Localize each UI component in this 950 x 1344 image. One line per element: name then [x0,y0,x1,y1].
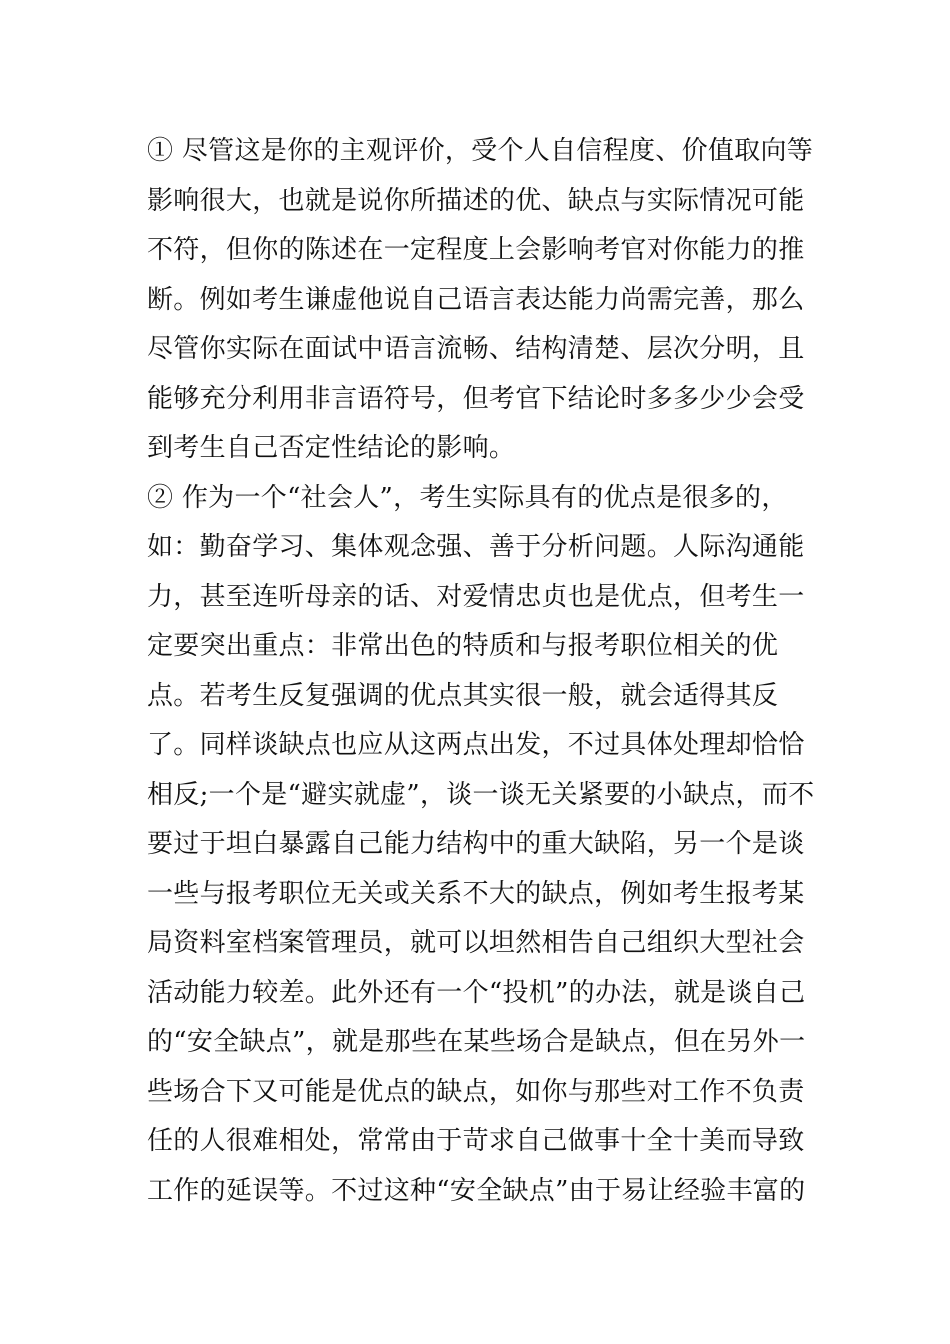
text-line: 定要突出重点：非常出色的特质和与报考职位相关的优 [147,631,779,661]
text-line: 能够充分利用非言语符号，但考官下结论时多多少少会受 [147,383,805,414]
text-line: 到考生自己否定性结论的影响。 [147,433,516,463]
text-line: 点。若考生反复强调的优点其实很一般，就会适得其反 [147,680,779,711]
text-line: 相反;一个是“避实就虚”，谈一谈无关紧要的小缺点，而不 [147,779,815,810]
text-line: 工作的延误等。不过这种“安全缺点”由于易让经验丰富的 [147,1175,806,1206]
text-line: 影响很大，也就是说你所描述的优、缺点与实际情况可能 [147,185,805,216]
text-line: 要过于坦白暴露自己能力结构中的重大缺陷，另一个是谈 [147,829,805,859]
text-line: 尽管你实际在面试中语言流畅、结构清楚、层次分明，且 [147,334,805,364]
text-line: 一些与报考职位无关或关系不大的缺点，例如考生报考某 [147,878,805,909]
text-line: 任的人很难相处，常常由于苛求自己做事十全十美而导致 [147,1126,805,1156]
text-line: 些场合下又可能是优点的缺点，如你与那些对工作不负责 [147,1076,805,1107]
text-line: 局资料室档案管理员，就可以坦然相告自己组织大型社会 [147,928,805,958]
text-line: 了。同样谈缺点也应从这两点出发，不过具体处理却恰恰 [147,730,805,760]
text-line: 活动能力较差。此外还有一个“投机”的办法，就是谈自己 [147,977,806,1008]
document-body [147,127,815,1216]
text-line: ① 尽管这是你的主观评价，受个人自信程度、价值取向等 [147,136,814,166]
text-line: 力，甚至连听母亲的话、对爱情忠贞也是优点，但考生一 [147,581,805,612]
text-line: 如：勤奋学习、集体观念强、善于分析问题。人际沟通能 [147,532,805,562]
text-line: 不符，但你的陈述在一定程度上会影响考官对你能力的推 [147,235,805,265]
text-line: ② 作为一个“社会人”，考生实际具有的优点是很多的， [147,482,788,513]
text-line: 的“安全缺点”，就是那些在某些场合是缺点，但在另外一 [147,1027,806,1057]
text-line: 断。例如考生谦虚他说自己语言表达能力尚需完善，那么 [147,284,805,315]
